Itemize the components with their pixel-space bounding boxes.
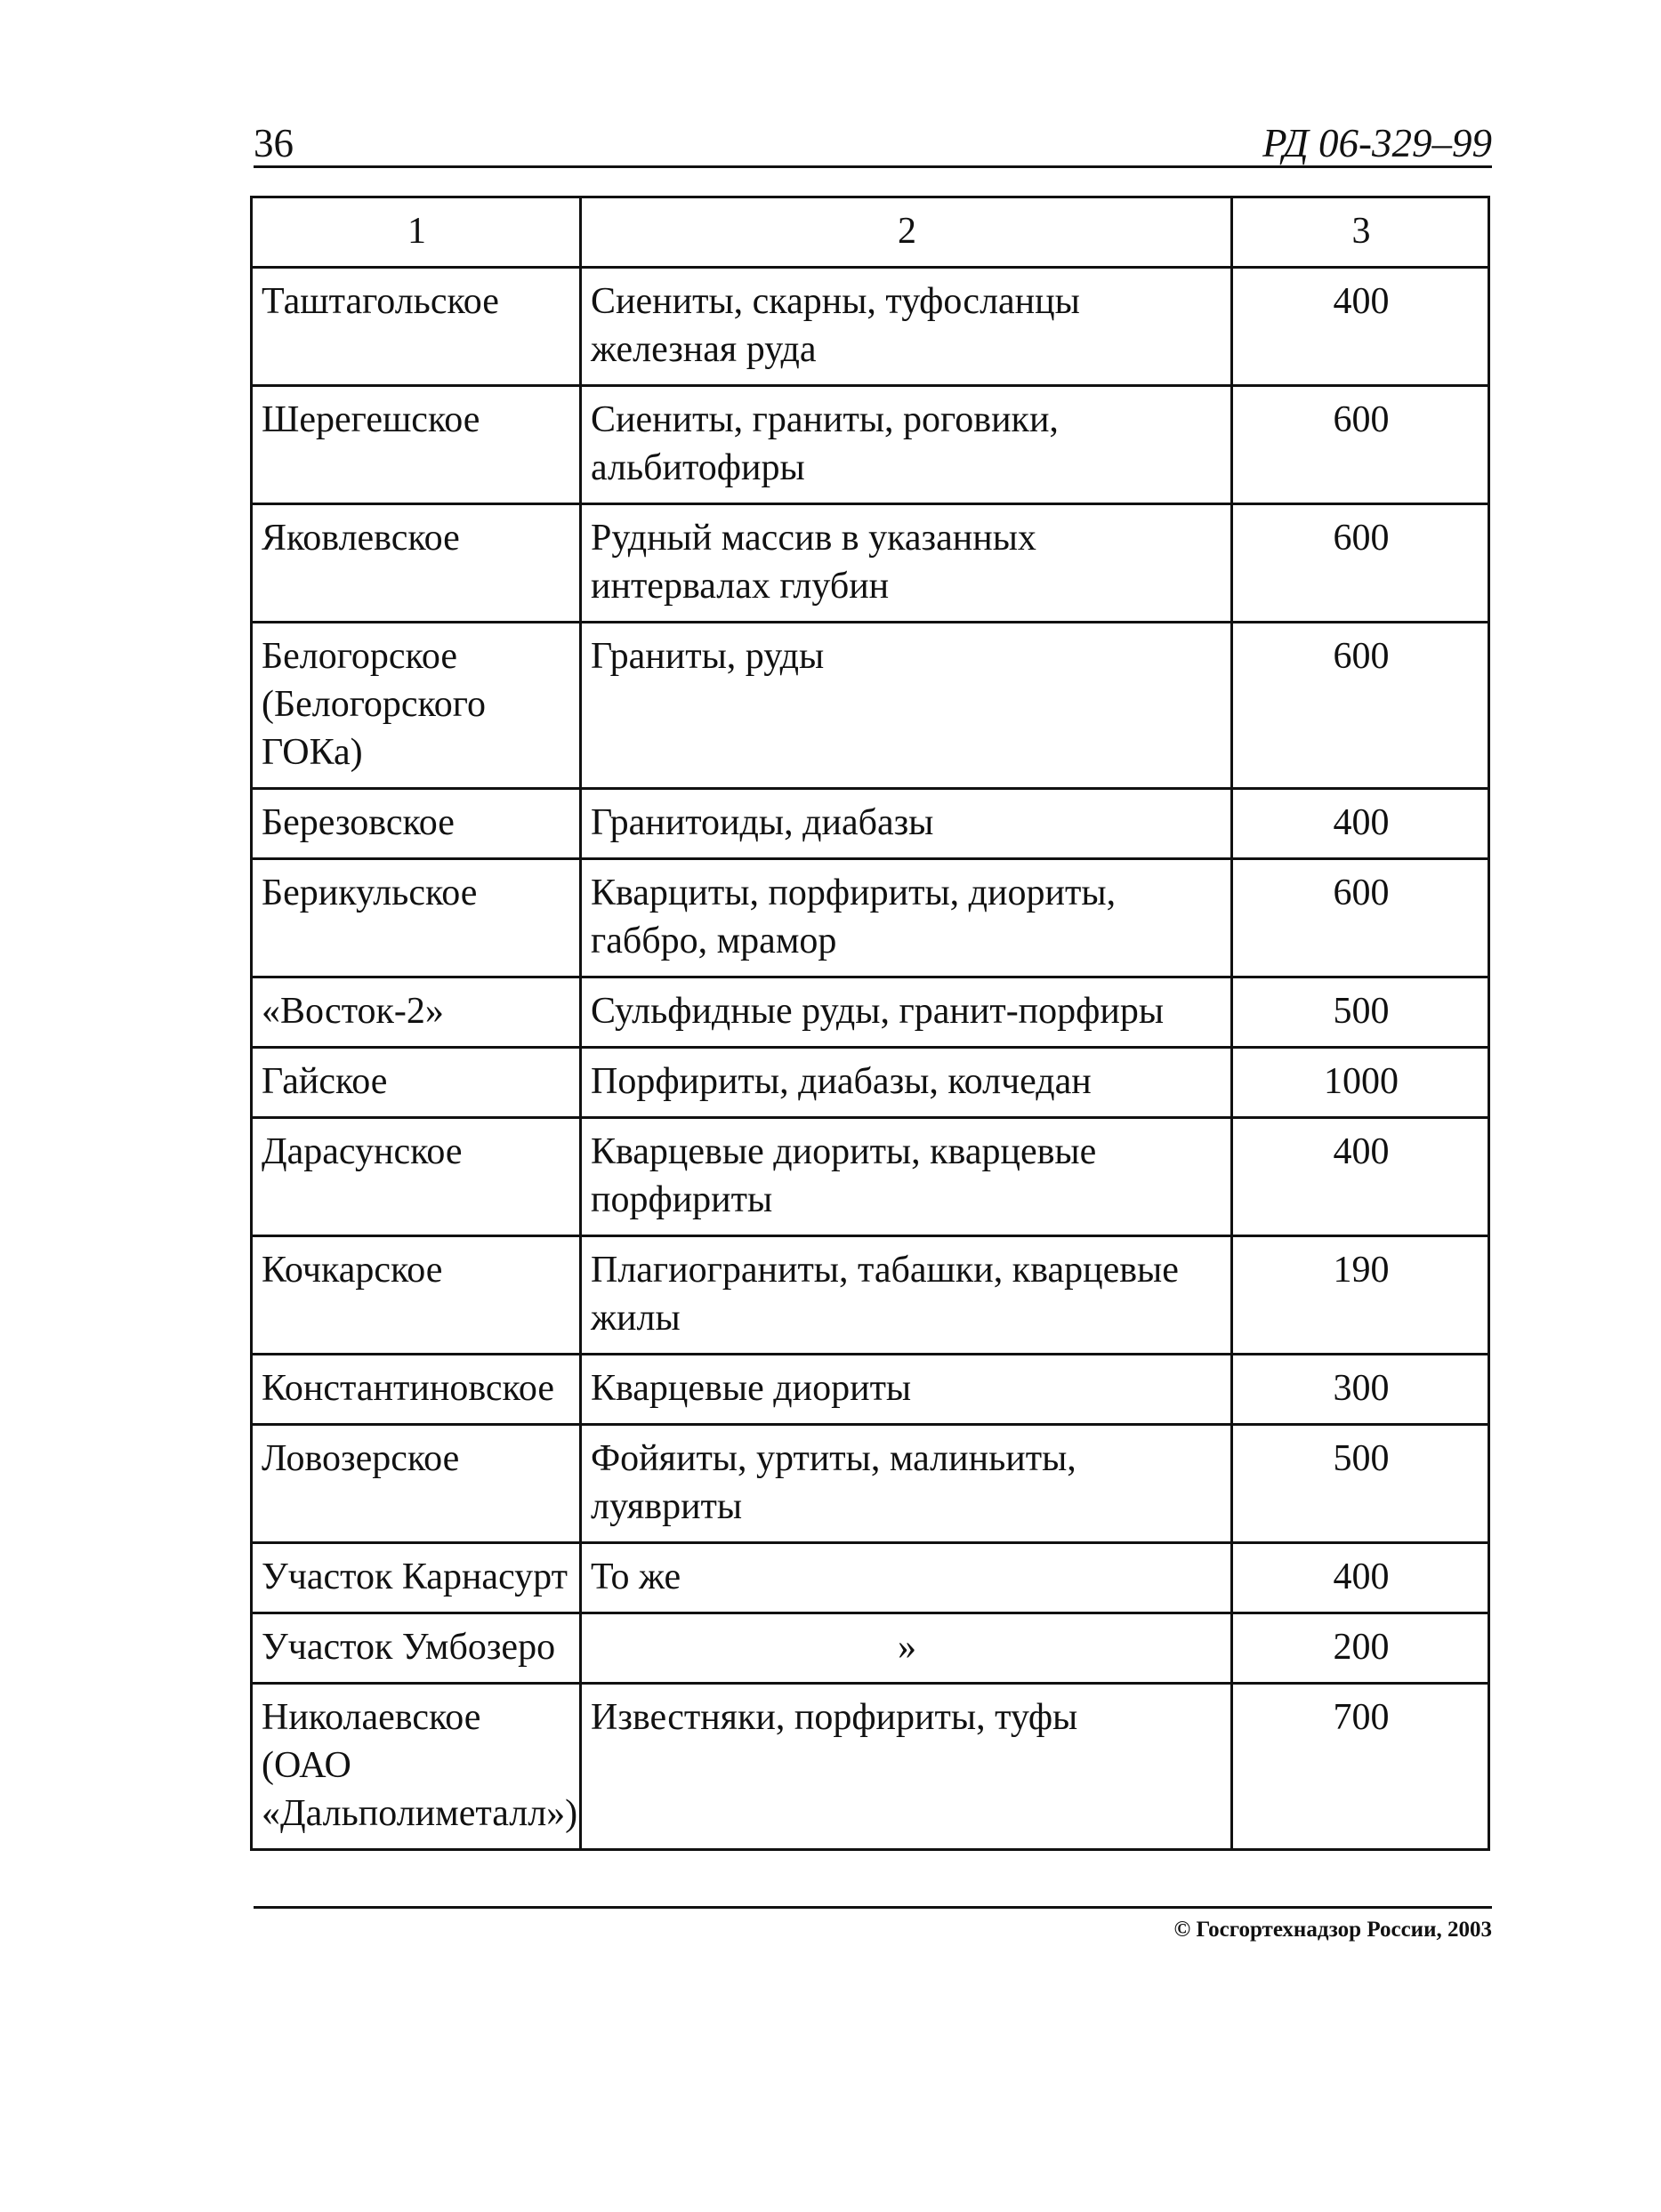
value-cell: 400 xyxy=(1232,789,1489,859)
document-code: РД 06-329–99 xyxy=(1262,121,1492,165)
value-cell: 400 xyxy=(1232,268,1489,386)
value-cell: 400 xyxy=(1232,1118,1489,1236)
value-cell: 400 xyxy=(1232,1543,1489,1613)
column-header: 3 xyxy=(1232,197,1489,268)
deposit-cell: Березовское xyxy=(252,789,581,859)
table-row xyxy=(252,1425,1489,1543)
deposit-cell: Кочкарское xyxy=(252,1236,581,1355)
footer-rule xyxy=(254,1906,1492,1909)
rocks-cell: Сиениты, скарны, туфосланцы железная руда xyxy=(581,268,1232,386)
header-rule xyxy=(254,165,1492,168)
rocks-cell: Известняки, порфириты, туфы xyxy=(581,1684,1232,1850)
table-row xyxy=(252,1684,1489,1850)
deposit-cell: Участок Карнасурт xyxy=(252,1543,581,1613)
rocks-cell: Сиениты, граниты, роговики, альбитофиры xyxy=(581,386,1232,504)
value-cell: 190 xyxy=(1232,1236,1489,1355)
column-header: 2 xyxy=(581,197,1232,268)
value-cell: 500 xyxy=(1232,977,1489,1048)
value-cell: 200 xyxy=(1232,1613,1489,1684)
deposit-cell: «Восток-2» xyxy=(252,977,581,1048)
deposit-cell: Участок Умбозеро xyxy=(252,1613,581,1684)
table-row xyxy=(252,386,1489,504)
deposit-cell: Таштагольское xyxy=(252,268,581,386)
value-cell: 300 xyxy=(1232,1355,1489,1425)
table-row xyxy=(252,268,1489,386)
table-row xyxy=(252,859,1489,977)
value-cell: 600 xyxy=(1232,859,1489,977)
page-number: 36 xyxy=(254,121,294,165)
rocks-cell: Порфириты, диабазы, колчедан xyxy=(581,1048,1232,1118)
table-row xyxy=(252,1048,1489,1118)
rocks-cell: » xyxy=(581,1613,1232,1684)
deposit-cell: Ловозерское xyxy=(252,1425,581,1543)
table-row xyxy=(252,1236,1489,1355)
table-row xyxy=(252,623,1489,789)
value-cell: 600 xyxy=(1232,504,1489,623)
column-header: 1 xyxy=(252,197,581,268)
table-row xyxy=(252,504,1489,623)
deposit-cell: Гайское xyxy=(252,1048,581,1118)
rocks-cell: Кварциты, порфириты, диориты, габбро, мрамор xyxy=(581,859,1232,977)
rocks-cell: То же xyxy=(581,1543,1232,1613)
value-cell: 700 xyxy=(1232,1684,1489,1850)
table-row xyxy=(252,1613,1489,1684)
rocks-cell: Рудный массив в указанных интервалах глубин xyxy=(581,504,1232,623)
rocks-cell: Фойяиты, уртиты, малиньиты, луявриты xyxy=(581,1425,1232,1543)
table-header-row xyxy=(252,197,1489,268)
rocks-cell: Гранитоиды, диабазы xyxy=(581,789,1232,859)
table-row xyxy=(252,977,1489,1048)
value-cell: 600 xyxy=(1232,386,1489,504)
copyright-notice: © Госгортехнадзор России, 2003 xyxy=(1173,1918,1492,1942)
deposit-cell: Дарасунское xyxy=(252,1118,581,1236)
rocks-cell: Кварцевые диориты, кварцевые порфириты xyxy=(581,1118,1232,1236)
data-table xyxy=(250,196,1490,1851)
table-row xyxy=(252,1543,1489,1613)
table-row xyxy=(252,1355,1489,1425)
rocks-cell: Граниты, руды xyxy=(581,623,1232,789)
value-cell: 500 xyxy=(1232,1425,1489,1543)
deposit-cell: Яковлевское xyxy=(252,504,581,623)
value-cell: 600 xyxy=(1232,623,1489,789)
table-row xyxy=(252,1118,1489,1236)
rocks-cell: Кварцевые диориты xyxy=(581,1355,1232,1425)
deposit-cell: Берикульское xyxy=(252,859,581,977)
rocks-cell: Плагиограниты, табашки, кварцевые жилы xyxy=(581,1236,1232,1355)
deposit-cell: Белогорское (Белогорского ГОКа) xyxy=(252,623,581,789)
rocks-cell: Сульфидные руды, гранит-порфиры xyxy=(581,977,1232,1048)
deposit-cell: Николаевское (ОАО «Дальполиметалл») xyxy=(252,1684,581,1850)
table-row xyxy=(252,789,1489,859)
deposit-cell: Шерегешское xyxy=(252,386,581,504)
deposit-cell: Константиновское xyxy=(252,1355,581,1425)
value-cell: 1000 xyxy=(1232,1048,1489,1118)
